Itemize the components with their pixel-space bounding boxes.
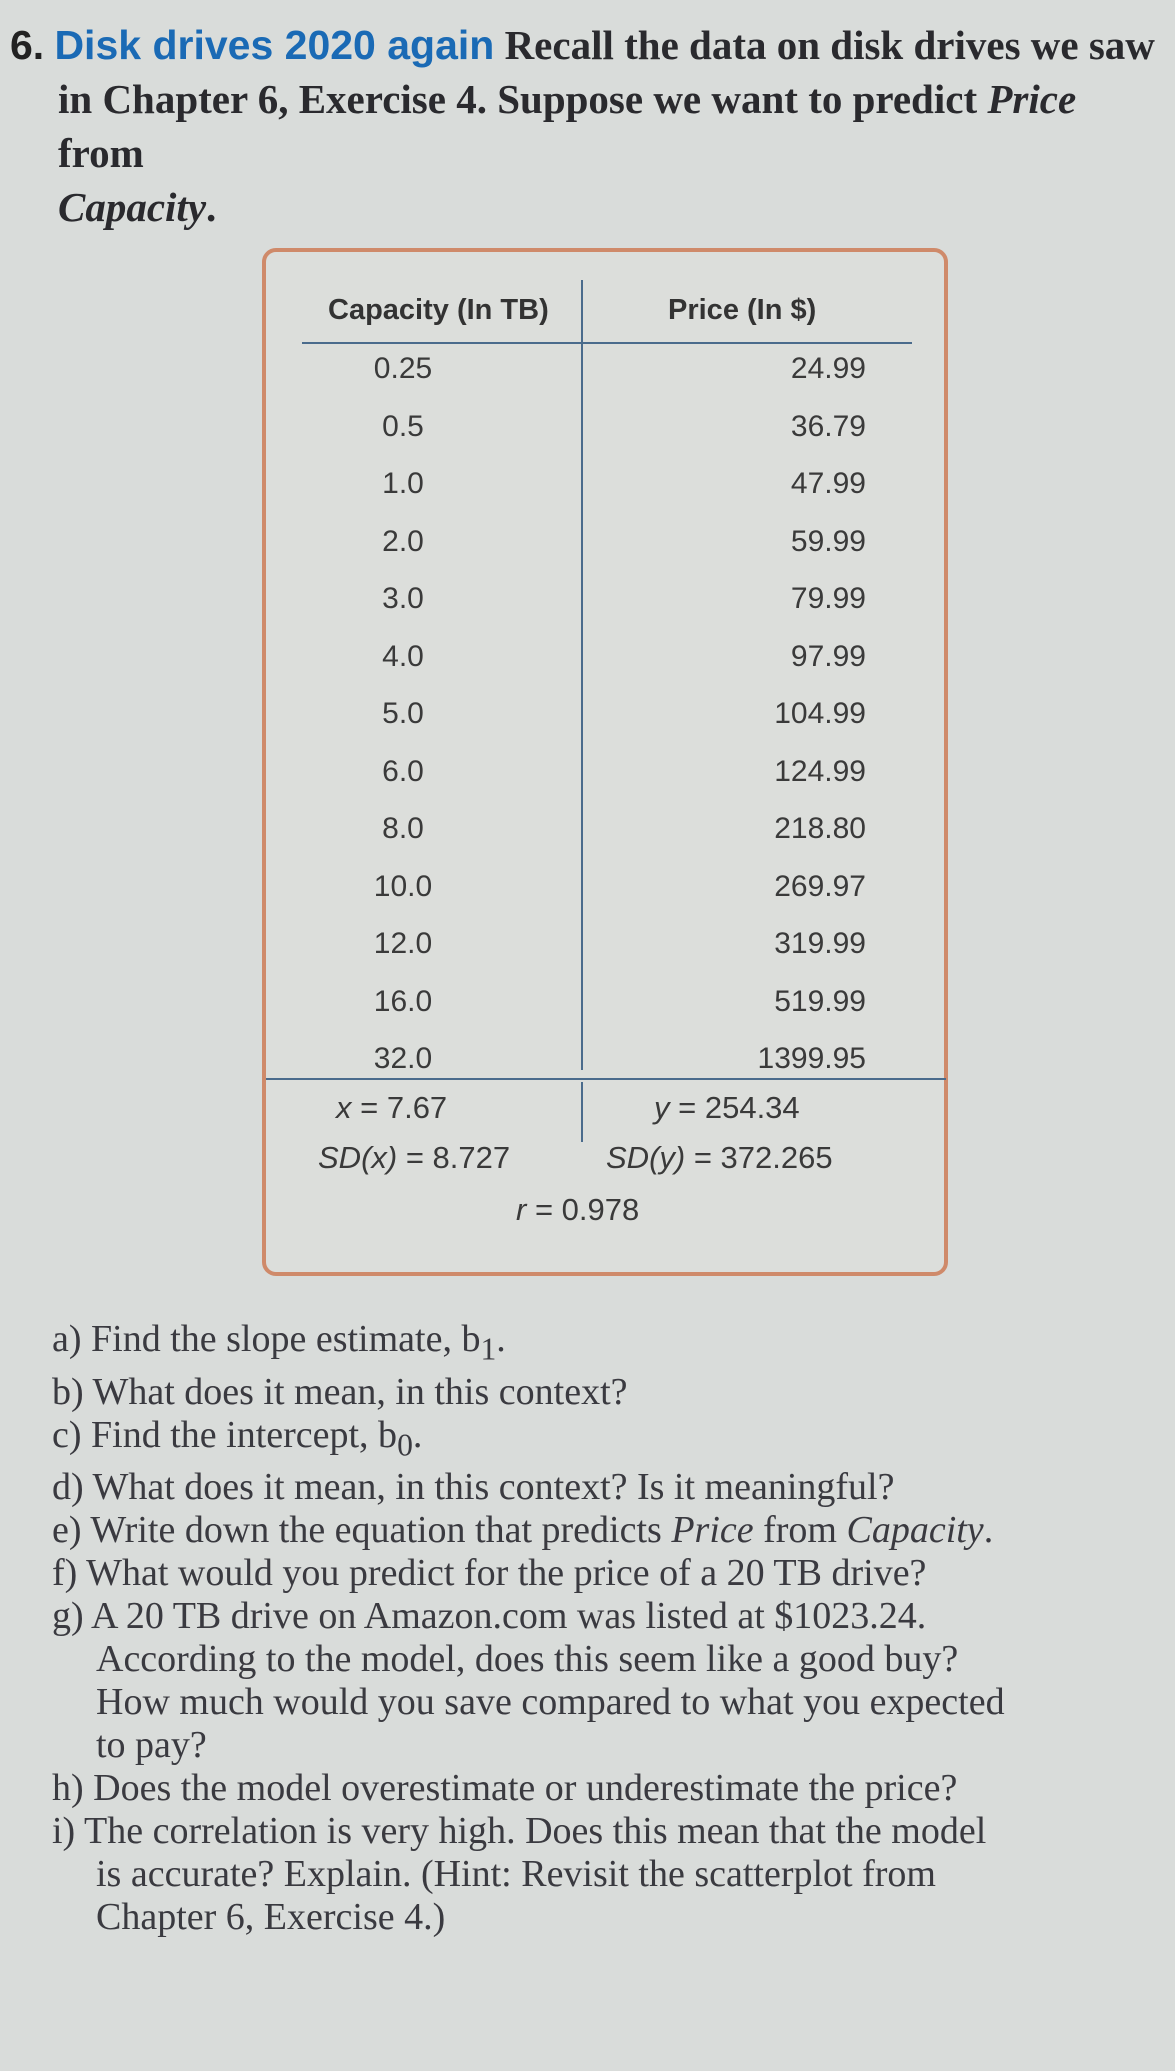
sd-y-value: = 372.265 <box>693 1140 833 1175</box>
price-cell: 218.80 <box>774 812 866 845</box>
table-row <box>266 985 944 1041</box>
capacity-cell: 3.0 <box>382 582 424 615</box>
capacity-cell: 16.0 <box>373 984 433 1018</box>
correlation-label: r <box>516 1192 527 1227</box>
question-list <box>52 1318 1162 1939</box>
table-row <box>266 927 944 983</box>
sd-y <box>606 1140 833 1176</box>
capacity-cell: 10.0 <box>373 869 433 903</box>
sd-y-label: SD(y) <box>606 1140 686 1175</box>
question-h: h) Does the model overestimate or underestimate the price? <box>52 1767 958 1810</box>
exercise-header <box>10 18 1160 234</box>
price-cell: 59.99 <box>790 524 866 558</box>
price-cell: 79.99 <box>790 582 866 615</box>
mean-x <box>336 1090 447 1126</box>
capacity-cell: 0.25 <box>373 352 433 385</box>
price-cell: 104.99 <box>774 697 866 730</box>
capacity-cell: 8.0 <box>382 812 424 845</box>
exercise-intro-from: from <box>58 130 144 176</box>
mean-x-value: = 7.67 <box>360 1090 448 1125</box>
correlation-value: = 0.978 <box>534 1192 640 1227</box>
table-row <box>266 525 944 581</box>
data-table-box <box>262 248 948 1276</box>
table-row <box>266 640 944 696</box>
capacity-cell: 5.0 <box>382 697 424 730</box>
sd-x-label: SD(x) <box>318 1140 398 1175</box>
capacity-cell: 1.0 <box>382 467 424 500</box>
capacity-cell: 2.0 <box>382 524 424 558</box>
price-cell: 97.99 <box>790 639 866 673</box>
mean-y-label: y <box>654 1090 670 1125</box>
question-f: f) What would you predict for the price of a 20 TB drive? <box>52 1552 927 1595</box>
capacity-cell: 6.0 <box>382 754 424 788</box>
table-row <box>266 582 944 638</box>
table-row <box>266 697 944 753</box>
exercise-intro-end: . <box>206 184 217 230</box>
table-row <box>266 352 944 408</box>
header-rule <box>302 342 912 344</box>
capacity-cell: 12.0 <box>373 927 433 960</box>
table-row <box>266 410 944 466</box>
question-i: i) The correlation is very high. Does this mean that the model is accurate? Explain. (Hint: Revisit the scatterplot from Chapter 6, Exercise 4.) <box>52 1810 987 1939</box>
capacity-cell: 32.0 <box>373 1042 433 1075</box>
price-cell: 124.99 <box>774 754 866 788</box>
sd-x-value: = 8.727 <box>405 1140 511 1175</box>
question-c: c) Find the intercept, $b_0$. <box>52 1413 423 1463</box>
price-cell: 269.97 <box>774 869 866 903</box>
mean-x-label: x <box>336 1090 352 1125</box>
question-a: a) Find the slope estimate, $b_1$. <box>52 1318 506 1367</box>
mean-y-value: = 254.34 <box>678 1090 800 1125</box>
header-price: Price (In $) <box>668 294 817 326</box>
table-row <box>266 812 944 868</box>
sd-x <box>318 1140 510 1176</box>
mean-y <box>654 1090 800 1126</box>
question-g: g) A 20 TB drive on Amazon.com was listed at $1023.24. According to the model, does this seem like a good buy? How much would you save compared to what you expected to pay? <box>52 1595 1005 1767</box>
capacity-cell: 0.5 <box>382 409 424 443</box>
table-row <box>266 755 944 811</box>
question-d: d) What does it mean, in this context? Is it meaningful? <box>52 1466 895 1509</box>
price-cell: 47.99 <box>790 467 866 500</box>
exercise-intro-1: Recall the data on disk drives we saw <box>504 22 1155 68</box>
price-cell: 36.79 <box>790 409 866 443</box>
capacity-cell: 4.0 <box>382 639 424 673</box>
exercise-intro-capacity: Capacity <box>58 184 207 230</box>
table-row <box>266 467 944 523</box>
correlation <box>516 1192 639 1228</box>
exercise-intro-2: in Chapter 6, Exercise 4. Suppose we want to predict <box>58 76 978 122</box>
exercise-intro-price: Price <box>987 76 1077 122</box>
question-b: b) What does it mean, in this context? <box>52 1370 628 1413</box>
exercise-number: 6. <box>10 22 45 68</box>
exercise-title: Disk drives 2020 again <box>54 22 495 68</box>
price-cell: 519.99 <box>774 984 866 1018</box>
price-cell: 1399.95 <box>757 1042 866 1075</box>
price-cell: 24.99 <box>790 352 866 385</box>
question-e: e) Write down the equation that predicts Price from Capacity. <box>52 1509 994 1552</box>
table-row <box>266 870 944 926</box>
header-capacity: Capacity (In TB) <box>328 294 549 326</box>
price-cell: 319.99 <box>774 927 866 960</box>
